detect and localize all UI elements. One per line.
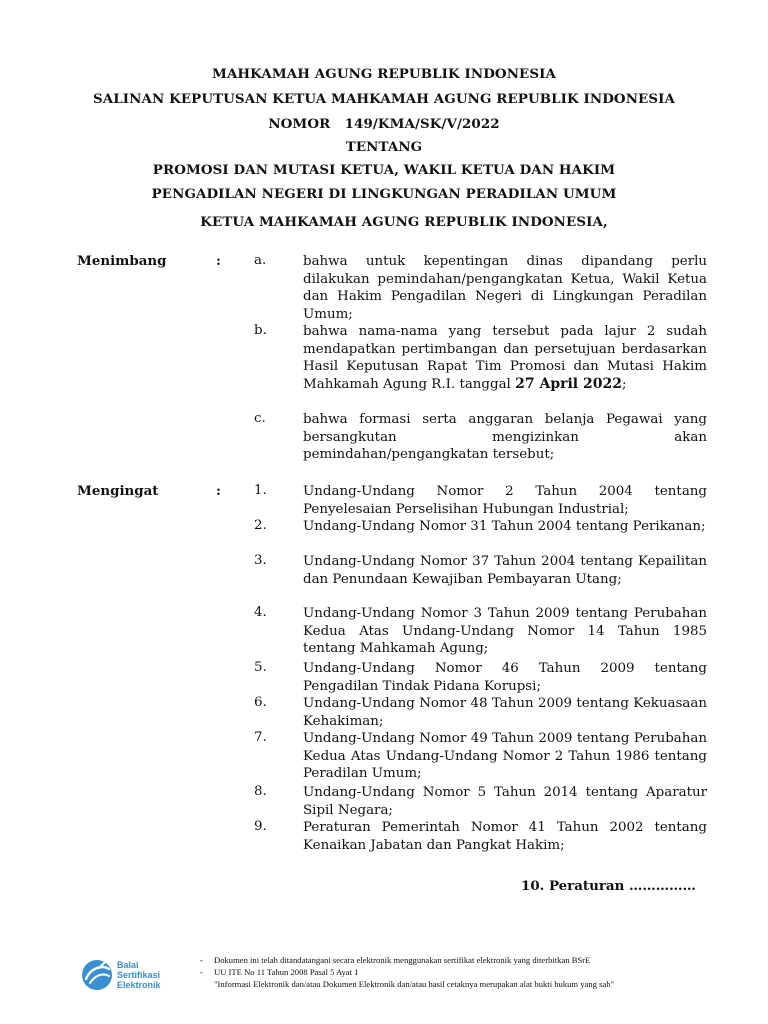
menimbang-label: Menimbang: [77, 253, 167, 269]
menimbang-item-b-text: bahwa nama-nama yang tersebut pada lajur 2 sudah mendapatkan pertimbangan dan persetujuan berdasarkan Hasil Keputusan Rapat Tim Promosi dan Mutasi Hakim Mahkamah Agung R.I. tanggal: [303, 324, 707, 392]
footer-line-1: [200, 955, 760, 967]
mengingat-marker-8: 8.: [254, 784, 267, 799]
mengingat-item-3: Undang-Undang Nomor 37 Tahun 2004 tentang Kepailitan dan Penundaan Kewajiban Pembayaran Utang;: [303, 554, 707, 587]
header-subject-line2: PENGADILAN NEGERI DI LINGKUNGAN PERADILAN UMUM: [151, 186, 617, 202]
bsre-logo-word1: Balai: [117, 960, 139, 970]
mengingat-marker-3: 3.: [254, 553, 267, 568]
bsre-logo-word2: Sertifikasi: [117, 970, 161, 980]
mengingat-item-7: Undang-Undang Nomor 49 Tahun 2009 tentang Perubahan Kedua Atas Undang-Undang Nomor 2 Tahun 1986 tentang Peradilan Umum;: [303, 731, 707, 781]
menimbang-item-b-end: ;: [621, 376, 627, 392]
mengingat-label: Mengingat: [77, 483, 159, 499]
mengingat-item-6: Undang-Undang Nomor 48 Tahun 2009 tentang Kekuasaan Kehakiman;: [303, 696, 707, 729]
mengingat-item-9: Peraturan Pemerintah Nomor 41 Tahun 2002 tentang Kenaikan Jabatan dan Pangkat Hakim;: [303, 820, 707, 853]
header-title: SALINAN KEPUTUSAN KETUA MAHKAMAH AGUNG REPUBLIK INDONESIA: [93, 91, 675, 107]
mengingat-marker-2: 2.: [254, 518, 267, 533]
mengingat-item-5: Undang-Undang Nomor 46 Tahun 2009 tentang Pengadilan Tindak Pidana Korupsi;: [303, 661, 707, 694]
mengingat-marker-7: 7.: [254, 730, 267, 745]
mengingat-marker-9: 9.: [254, 819, 267, 834]
header-institution: MAHKAMAH AGUNG REPUBLIK INDONESIA: [212, 66, 556, 82]
mengingat-colon: :: [216, 483, 221, 499]
mengingat-item-4: Undang-Undang Nomor 3 Tahun 2009 tentang Perubahan Kedua Atas Undang-Undang Nomor 14 Tahun 1985 tentang Mahkamah Agung;: [303, 606, 707, 656]
mengingat-marker-4: 4.: [254, 605, 267, 620]
mengingat-item-2: Undang-Undang Nomor 31 Tahun 2004 tentang Perikanan;: [303, 519, 706, 534]
menimbang-item-b: [303, 323, 707, 393]
mengingat-marker-1: 1.: [254, 483, 267, 498]
header-subject-line1: PROMOSI DAN MUTASI KETUA, WAKIL KETUA DAN HAKIM: [152, 162, 616, 178]
decree-number: NOMOR 149/KMA/SK/V/2022: [268, 116, 500, 132]
menimbang-item-a: bahwa untuk kepentingan dinas dipandang perlu dilakukan pemindahan/pengangkatan Ketua, Wakil Ketua dan Hakim Pengadilan Negeri di Lingkungan Peradilan Umum;: [303, 254, 707, 322]
header-issuer: KETUA MAHKAMAH AGUNG REPUBLIK INDONESIA,: [200, 214, 608, 230]
header-tentang: TENTANG: [345, 139, 423, 155]
menimbang-marker-a: a.: [254, 253, 267, 268]
footer-signature-notice: Dokumen ini telah ditandatangani secara elektronik menggunakan sertifikat elektronik yang diterbitkan BSrE: [214, 955, 591, 965]
menimbang-item-b-date: 27 April 2022: [515, 375, 622, 392]
footer-law-reference: UU ITE No 11 Tahun 2008 Pasal 5 Ayat 1: [214, 966, 359, 977]
footer-disclaimer: [200, 955, 760, 990]
mengingat-marker-5: 5.: [254, 660, 267, 675]
footer-law-quote: "Informasi Elektronik dan/atau Dokumen Elektronik dan/atau hasil cetaknya merupakan alat bukti hukum yang sah": [214, 978, 615, 989]
mengingat-marker-6: 6.: [254, 695, 267, 710]
mengingat-item-1: Undang-Undang Nomor 2 Tahun 2004 tentang Penyelesaian Perselisihan Hubungan Industrial;: [303, 484, 707, 517]
menimbang-marker-c: c.: [254, 411, 266, 426]
bsre-logo-mark-icon: [80, 958, 190, 992]
footer-bullet-2: -: [200, 966, 203, 977]
menimbang-marker-b: b.: [254, 323, 267, 338]
footer-line-2: [200, 967, 760, 979]
menimbang-item-c: bahwa formasi serta anggaran belanja Pegawai yang bersangkutan mengizinkan akan pemindahan/pengangkatan tersebut;: [303, 412, 707, 462]
next-page-reference: 10. Peraturan ……………: [521, 878, 696, 894]
bsre-logo: [80, 958, 190, 992]
bsre-logo-word3: Elektronik: [117, 980, 161, 990]
mengingat-item-8: Undang-Undang Nomor 5 Tahun 2014 tentang Aparatur Sipil Negara;: [303, 785, 707, 818]
menimbang-colon: :: [216, 253, 221, 269]
footer-bullet-1: -: [200, 955, 203, 965]
